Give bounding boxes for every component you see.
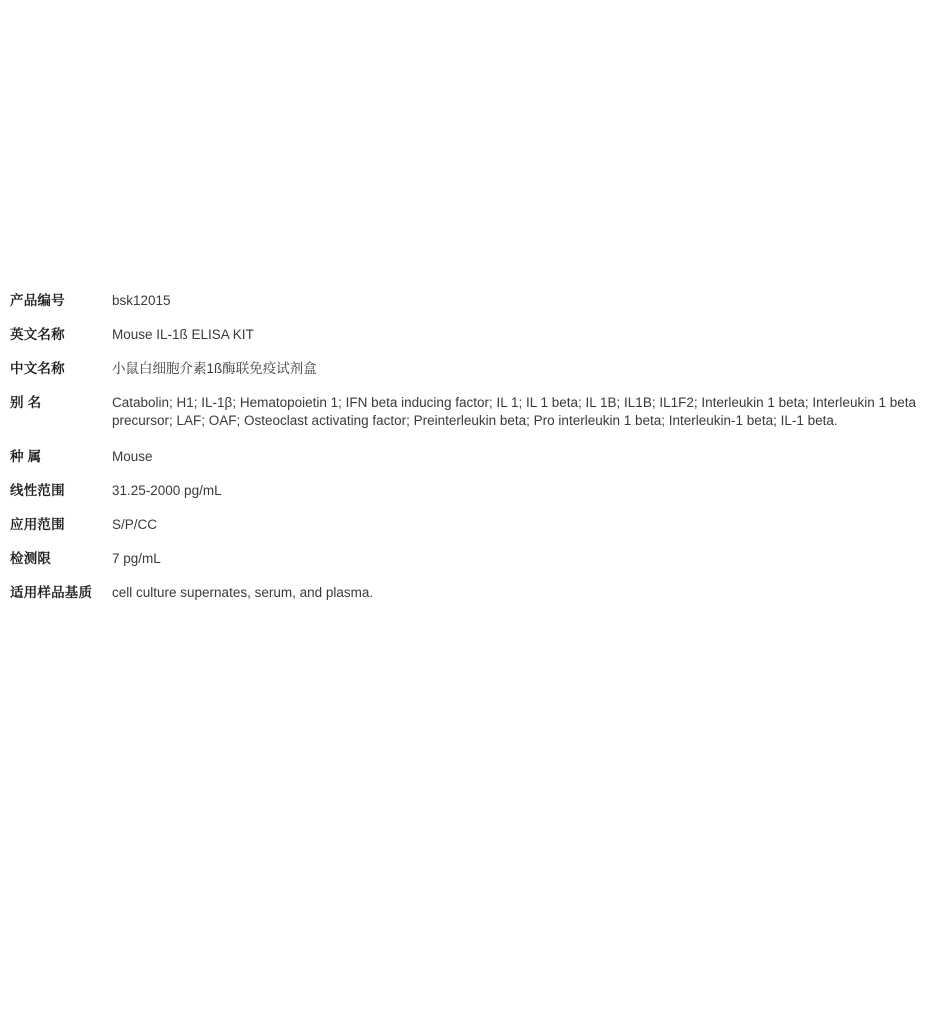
table-row	[10, 516, 925, 550]
spec-label-text: 种 属	[10, 449, 42, 464]
spec-label-product-code	[10, 292, 112, 326]
spec-value-text: 小鼠白细胞介素1ß酶联免疫试剂盒	[112, 361, 317, 376]
spec-label-text: 检测限	[10, 551, 52, 566]
spec-value-text: 7 pg/mL	[112, 551, 161, 566]
spec-label-text: 产品编号	[10, 293, 65, 308]
table-row	[10, 292, 925, 326]
spec-label-linear-range	[10, 482, 112, 516]
table-row	[10, 550, 925, 584]
table-row	[10, 584, 925, 602]
spec-value-text: bsk12015	[112, 293, 171, 308]
product-spec-table	[10, 292, 925, 602]
spec-value-text: Catabolin; H1; IL-1β; Hematopoietin 1; IFN beta inducing factor; IL 1; IL 1 beta; IL 1B; IL1B; IL1F2; Interleukin 1 beta; Interleukin 1 beta precursor; LAF; OAF; Osteoclast activating factor; Preinterleukin beta; Pro interleukin 1 beta; Interleukin-1 beta; IL-1 beta.	[112, 395, 916, 428]
spec-value-alias	[112, 394, 925, 448]
spec-value-english-name	[112, 326, 925, 360]
spec-label-application-scope	[10, 516, 112, 550]
spec-label-text: 线性范围	[10, 483, 65, 498]
spec-value-application-scope	[112, 516, 925, 550]
spec-label-text: 英文名称	[10, 327, 65, 342]
spec-label-text: 中文名称	[10, 361, 65, 376]
spec-label-english-name	[10, 326, 112, 360]
table-row	[10, 394, 925, 448]
spec-label-text: 应用范围	[10, 517, 65, 532]
table-row	[10, 360, 925, 394]
spec-value-text: 31.25-2000 pg/mL	[112, 483, 222, 498]
spec-value-sample-matrix	[112, 584, 925, 602]
spec-label-text: 适用样品基质	[10, 585, 93, 600]
table-row	[10, 448, 925, 482]
spec-value-product-code	[112, 292, 925, 326]
spec-value-linear-range	[112, 482, 925, 516]
spec-value-text: Mouse	[112, 449, 153, 464]
spec-value-text: cell culture supernates, serum, and plasma.	[112, 585, 374, 600]
spec-label-detection-limit	[10, 550, 112, 584]
spec-value-detection-limit	[112, 550, 925, 584]
spec-label-chinese-name	[10, 360, 112, 394]
spec-table-body	[10, 292, 925, 602]
spec-label-alias	[10, 394, 112, 448]
table-row	[10, 482, 925, 516]
spec-value-chinese-name	[112, 360, 925, 394]
spec-value-species	[112, 448, 925, 482]
spec-label-text: 别 名	[10, 395, 42, 410]
spec-value-text: S/P/CC	[112, 517, 158, 532]
spec-label-sample-matrix	[10, 584, 112, 602]
spec-value-text: Mouse IL-1ß ELISA KIT	[112, 327, 254, 342]
spec-label-species	[10, 448, 112, 482]
table-row	[10, 326, 925, 360]
